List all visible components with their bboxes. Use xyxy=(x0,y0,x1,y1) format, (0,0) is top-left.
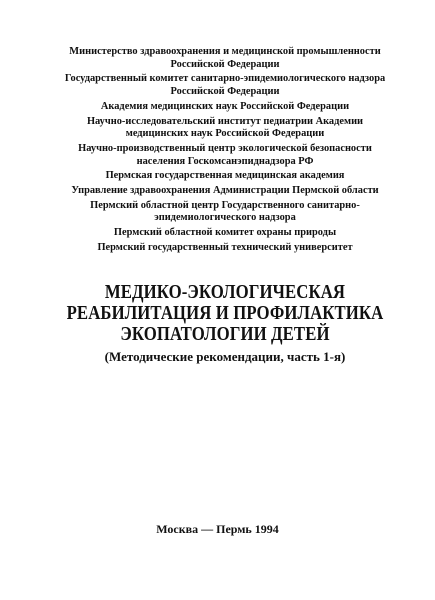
organization-line: медицинских наук Российской Федерации xyxy=(125,128,325,140)
organization-line: Государственный комитет санитарно-эпидемиологического надзора xyxy=(64,73,386,85)
organization-entry xyxy=(40,143,410,168)
organization-entry xyxy=(40,200,410,225)
title-line: МЕДИКО-ЭКОЛОГИЧЕСКАЯ xyxy=(104,282,346,303)
organization-line: эпидемиологического надзора xyxy=(154,212,296,224)
organization-line: населения Госкомсанэпиднадзора РФ xyxy=(136,155,314,167)
organization-line: Пермская государственная медицинская академия xyxy=(105,170,345,182)
document-subtitle: (Методические рекомендации, часть 1-я) xyxy=(104,349,346,364)
organization-line: Российской Федерации xyxy=(170,85,280,97)
organization-entry xyxy=(40,73,410,98)
document-title xyxy=(30,282,420,365)
organization-entry xyxy=(40,185,410,198)
imprint-place-year: Москва — Пермь 1994 xyxy=(156,522,279,536)
organization-line: Пермский государственный технический университет xyxy=(97,242,353,253)
title-line: РЕАБИЛИТАЦИЯ И ПРОФИЛАКТИКА xyxy=(66,303,384,324)
organization-line: Министерство здравоохранения и медицинской промышленности xyxy=(69,46,381,57)
organization-entry xyxy=(40,170,410,183)
organizations-list xyxy=(40,46,410,257)
organization-line: Научно-исследовательский институт педиатрии Академии xyxy=(86,115,364,127)
organization-entry xyxy=(40,242,410,255)
organization-entry xyxy=(40,101,410,114)
title-line: ЭКОПАТОЛОГИИ ДЕТЕЙ xyxy=(120,324,330,345)
organization-line: Академия медицинских наук Российской Федерации xyxy=(100,100,350,112)
organization-line: Научно-производственный центр экологической безопасности xyxy=(78,142,372,154)
organization-line: Управление здравоохранения Администрации Пермской области xyxy=(71,185,379,197)
organization-entry xyxy=(40,227,410,240)
organization-entry xyxy=(40,116,410,141)
organization-line: Пермский областной комитет охраны природы xyxy=(113,227,337,239)
organization-entry xyxy=(40,46,410,71)
organization-line: Пермский областной центр Государственного санитарно- xyxy=(90,199,360,211)
organization-line: Российской Федерации xyxy=(170,58,280,70)
